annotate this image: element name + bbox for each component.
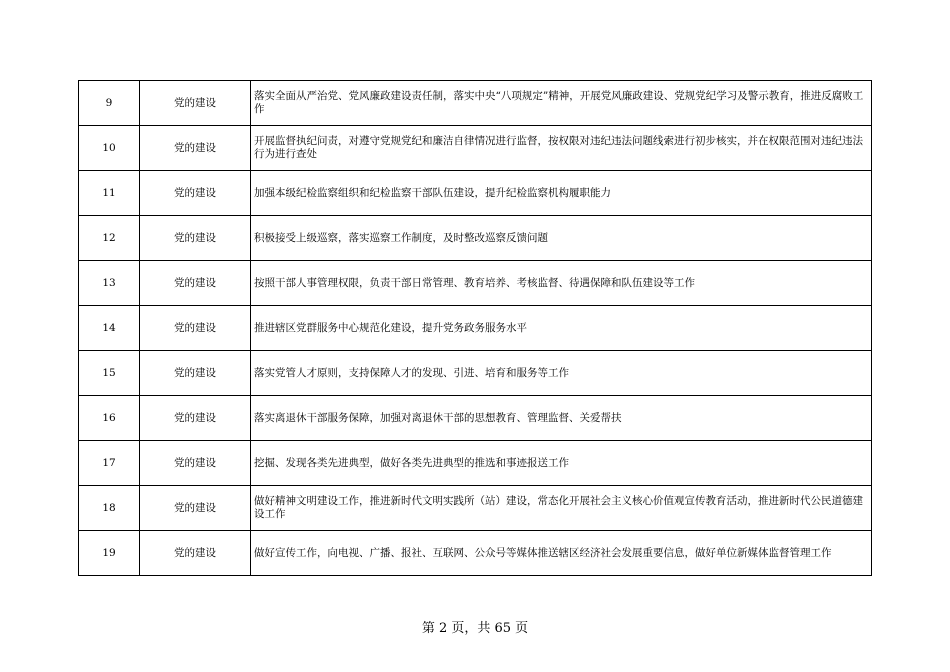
row-description: 挖掘、发现各类先进典型，做好各类先进典型的推选和事迹报送工作 [251, 441, 872, 486]
row-category: 党的建设 [140, 396, 251, 441]
row-category: 党的建设 [140, 306, 251, 351]
row-number: 11 [79, 171, 140, 216]
row-number: 9 [79, 81, 140, 126]
row-number: 12 [79, 216, 140, 261]
row-description: 落实离退休干部服务保障，加强对离退休干部的思想教育、管理监督、关爱帮扶 [251, 396, 872, 441]
row-category: 党的建设 [140, 216, 251, 261]
row-category: 党的建设 [140, 486, 251, 531]
row-description: 按照干部人事管理权限，负责干部日常管理、教育培养、考核监督、待遇保障和队伍建设等工作 [251, 261, 872, 306]
table-row [79, 126, 872, 171]
duties-table-body [79, 81, 872, 576]
page-footer: 第 2 页，共 65 页 [421, 621, 529, 636]
row-number: 17 [79, 441, 140, 486]
table-row [79, 531, 872, 576]
row-number: 10 [79, 126, 140, 171]
table-row [79, 351, 872, 396]
row-category: 党的建设 [140, 261, 251, 306]
duties-table [78, 80, 872, 576]
table-row [79, 396, 872, 441]
row-category: 党的建设 [140, 171, 251, 216]
row-description: 落实全面从严治党、党风廉政建设责任制，落实中央“八项规定”精神，开展党风廉政建设、党规党纪学习及警示教育，推进反腐败工作 [251, 81, 872, 126]
row-description: 做好精神文明建设工作，推进新时代文明实践所（站）建设，常态化开展社会主义核心价值观宣传教育活动，推进新时代公民道德建设工作 [251, 486, 872, 531]
row-category: 党的建设 [140, 441, 251, 486]
row-description: 落实党管人才原则，支持保障人才的发现、引进、培育和服务等工作 [251, 351, 872, 396]
table-row [79, 261, 872, 306]
row-description: 开展监督执纪问责，对遵守党规党纪和廉洁自律情况进行监督，按权限对违纪违法问题线索进行初步核实，并在权限范围对违纪违法行为进行查处 [251, 126, 872, 171]
row-description: 积极接受上级巡察，落实巡察工作制度，及时整改巡察反馈问题 [251, 216, 872, 261]
row-number: 13 [79, 261, 140, 306]
row-description: 加强本级纪检监察组织和纪检监察干部队伍建设，提升纪检监察机构履职能力 [251, 171, 872, 216]
row-number: 14 [79, 306, 140, 351]
table-row [79, 81, 872, 126]
table-row [79, 486, 872, 531]
row-category: 党的建设 [140, 351, 251, 396]
row-category: 党的建设 [140, 126, 251, 171]
table-row [79, 171, 872, 216]
row-number: 15 [79, 351, 140, 396]
table-row [79, 441, 872, 486]
row-description: 做好宣传工作，向电视、广播、报社、互联网、公众号等媒体推送辖区经济社会发展重要信息，做好单位新媒体监督管理工作 [251, 531, 872, 576]
table-row [79, 306, 872, 351]
row-number: 16 [79, 396, 140, 441]
row-category: 党的建设 [140, 531, 251, 576]
row-number: 18 [79, 486, 140, 531]
row-number: 19 [79, 531, 140, 576]
row-description: 推进辖区党群服务中心规范化建设，提升党务政务服务水平 [251, 306, 872, 351]
table-row [79, 216, 872, 261]
row-category: 党的建设 [140, 81, 251, 126]
